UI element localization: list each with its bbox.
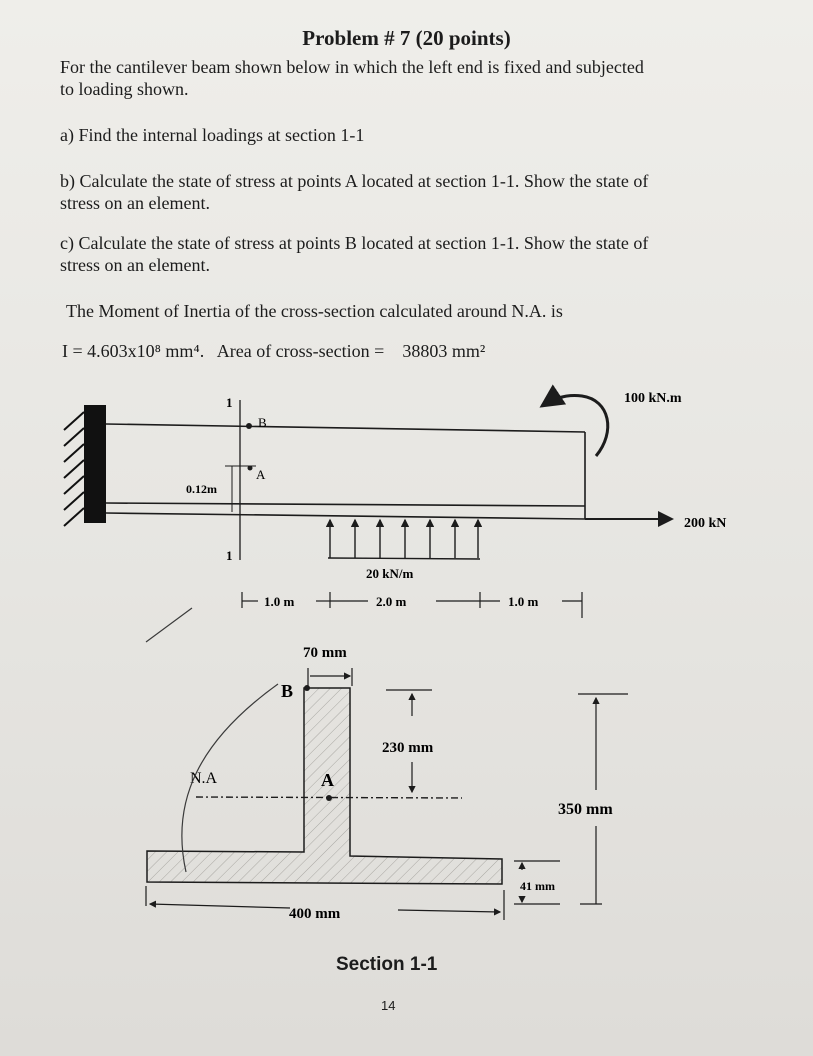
beam-figure: [0, 370, 813, 970]
section-cut-line: [186, 395, 267, 563]
dim-012: 0.12m: [186, 482, 217, 496]
part-b: [60, 170, 760, 214]
beam-outline: [106, 424, 585, 519]
dim-400-label: 400 mm: [289, 906, 341, 922]
part-c-line-1: c) Calculate the state of stress at points B located at section 1-1. Show the state of: [60, 233, 649, 253]
inertia-formula: I = 4.603x10⁸ mm⁴.: [62, 341, 205, 361]
beam-point-a: A: [256, 467, 266, 482]
inertia-line: The Moment of Inertia of the cross-section calculated around N.A. is: [66, 301, 563, 321]
area-text: Area of cross-section =: [216, 341, 385, 361]
dim-350-label: 350 mm: [558, 801, 613, 818]
distributed-load: [328, 520, 480, 559]
section-point-b: B: [281, 681, 294, 701]
moment-arrow: [542, 391, 682, 456]
part-a: a) Find the internal loadings at section 1-1: [60, 125, 365, 145]
area-value: 38803 mm²: [402, 341, 486, 361]
section-mark-bottom: 1: [226, 548, 233, 563]
dim-70-group: [308, 668, 352, 686]
span-1-label: 1.0 m: [264, 594, 295, 609]
problem-title: Problem # 7 (20 points): [302, 26, 511, 50]
section-mark-top: 1: [226, 395, 233, 410]
dim-230-label: 230 mm: [382, 740, 434, 756]
section-point-a: A: [321, 770, 334, 790]
moment-label: 100 kN.m: [624, 391, 682, 406]
beam-point-b: B: [258, 415, 267, 430]
intro-line-2: to loading shown.: [60, 79, 189, 99]
span-2-label: 2.0 m: [376, 594, 407, 609]
part-c-line-2: stress on an element.: [60, 255, 210, 275]
dim-350-group: [578, 694, 628, 904]
fixed-support: [64, 405, 106, 526]
intro-text: [60, 56, 760, 100]
distributed-load-label: 20 kN/m: [366, 566, 414, 581]
intro-line-1: For the cantilever beam shown below in which the left end is fixed and subjected: [60, 57, 644, 77]
neutral-axis-label: N.A: [190, 770, 218, 787]
axial-force-arrow: [585, 516, 726, 531]
page-number: 14: [381, 998, 396, 1013]
span-3-label: 1.0 m: [508, 594, 539, 609]
part-c: [60, 232, 760, 276]
cross-section: [147, 681, 502, 884]
section-label: Section 1-1: [336, 954, 438, 975]
dim-70-label: 70 mm: [303, 645, 347, 661]
properties-line: [62, 340, 762, 362]
pencil-mark: [146, 608, 192, 642]
part-b-line-1: b) Calculate the state of stress at points A located at section 1-1. Show the state of: [60, 171, 649, 191]
part-b-line-2: stress on an element.: [60, 193, 210, 213]
dim-41-label: 41 mm: [520, 879, 555, 893]
force-label: 200 kN: [684, 516, 727, 531]
